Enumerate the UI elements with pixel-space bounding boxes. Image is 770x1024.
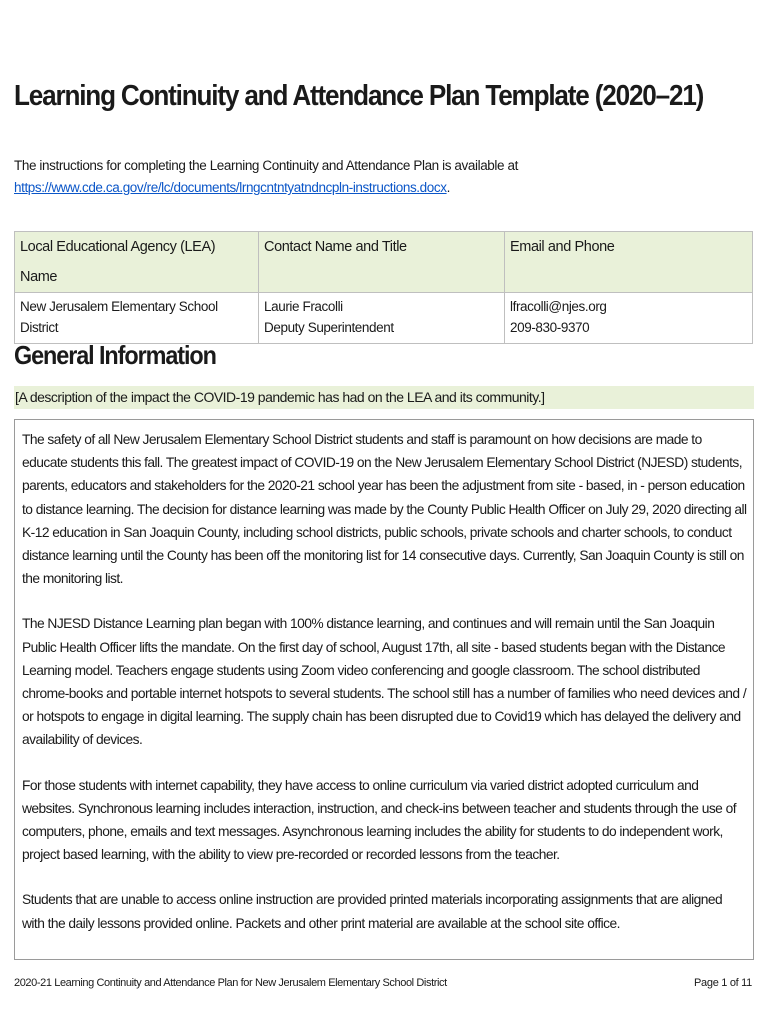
narrative-text-box xyxy=(14,419,754,960)
table-row xyxy=(15,293,753,344)
contact-cell xyxy=(259,293,505,344)
section-prompt: [A description of the impact the COVID-19 pandemic has had on the LEA and its community.] xyxy=(14,386,754,409)
narrative-paragraph: Students that are unable to access online instruction are provided printed materials incorporating assignments that are aligned with the daily lessons provided online. Packets and other print material are available at the school site office. xyxy=(22,892,723,931)
lea-name: New Jerusalem Elementary School District xyxy=(20,299,218,335)
section-heading-general-information: General Information xyxy=(14,340,216,370)
narrative-paragraph: For those students with internet capability, they have access to online curriculum via varied district adopted curriculum and websites. Synchronous learning includes interaction, instruction, and check-ins between teacher and students through the use of computers, phone, emails and text messages. Asynchronous learning includes the ability for students to do independent work, project based learning, with the ability to view pre-recorded or recorded lessons from the teacher. xyxy=(22,777,736,863)
header-email-phone: Email and Phone xyxy=(505,232,753,293)
email-phone-cell xyxy=(505,293,753,344)
contact-email: lfracolli@njes.org xyxy=(510,299,607,314)
instructions-sentence: The instructions for completing the Learning Continuity and Attendance Plan is available at xyxy=(14,158,518,173)
narrative-paragraph: The safety of all New Jerusalem Elementary School District students and staff is paramount on how decisions are made to educate students this fall. The greatest impact of COVID-19 on the New Jerusalem Elementary School District (NJESD) students, parents, educators and stakeholders for the 2020-21 school year has been the adjustment from site - based, in - person education to distance learning. The decision for distance learning was made by the County Public Health Officer on July 29, 2020 directing all K-12 education in San Joaquin County, including school districts, public schools, private schools and charter schools, to conduct distance learning until the County has been off the monitoring list for 14 consecutive days. Currently, San Joaquin County is still on the monitoring list. xyxy=(22,432,747,587)
contact-phone: 209-830-9370 xyxy=(510,320,590,335)
instructions-link[interactable]: https://www.cde.ca.gov/re/lc/documents/lrngcntntyatndncpln-instructions.docx xyxy=(14,180,447,195)
instructions-text xyxy=(14,155,754,199)
contact-title: Deputy Superintendent xyxy=(264,320,394,335)
footer-page-number: Page 1 of 11 xyxy=(694,977,752,989)
document-title: Learning Continuity and Attendance Plan Template (2020–21) xyxy=(14,80,704,112)
narrative-paragraph: The NJESD Distance Learning plan began with 100% distance learning, and continues and will remain until the San Joaquin Public Health Officer lifts the mandate. On the first day of school, August 17th, all site - based students began with the Distance Learning model. Teachers engage students using Zoom video conferencing and google classroom. The school distributed chrome-books and portable internet hotspots to several students. The school still has a number of families who need devices and / or hotspots to engage in digital learning. The supply chain has been disrupted due to Covid19 which has delayed the delivery and availability of devices. xyxy=(22,616,747,748)
header-contact: Contact Name and Title xyxy=(259,232,505,293)
table-header-row xyxy=(15,232,753,293)
footer-document-label: 2020-21 Learning Continuity and Attendance Plan for New Jerusalem Elementary School District xyxy=(14,977,447,989)
instructions-period: . xyxy=(446,180,450,195)
lea-name-cell xyxy=(15,293,259,344)
lea-contact-table xyxy=(14,231,753,344)
narrative-paragraph xyxy=(22,957,747,960)
header-lea-name: Local Educational Agency (LEA) Name xyxy=(15,232,259,293)
contact-name: Laurie Fracolli xyxy=(264,299,343,314)
